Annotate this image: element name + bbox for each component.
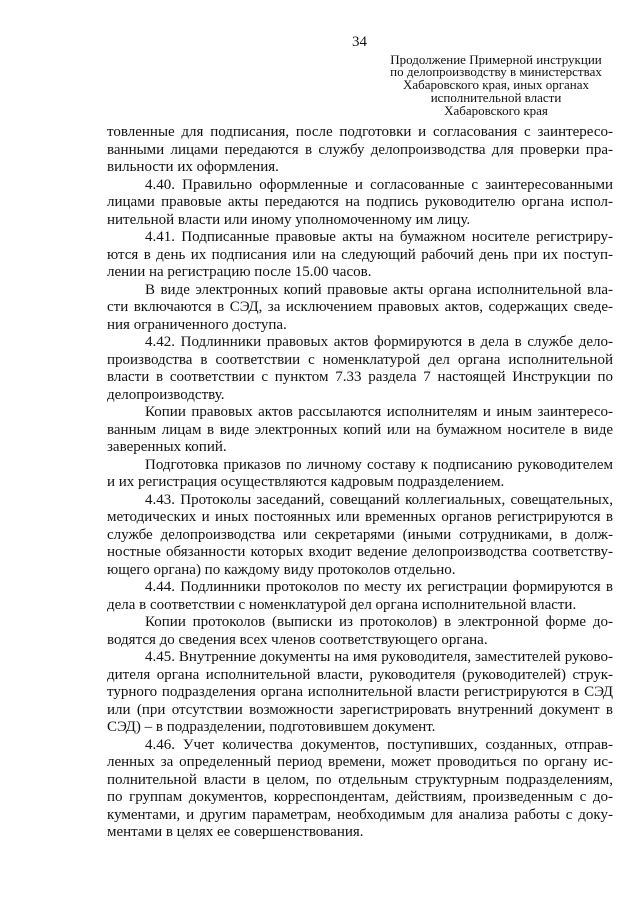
paragraph-4-45 (107, 649, 613, 737)
header-line: исполнительной власти (430, 90, 562, 106)
text-line: Копии протоколов (выписки из протоколов) в электронной форме до- (145, 614, 613, 631)
header-line: Хабаровского края, иных органах (402, 77, 590, 93)
text-line: ванным лицам в виде электронных копий или на бумажном носителе в виде (107, 421, 613, 438)
text-line: власти в соответствии с пунктом 7.33 раздела 7 настоящей Инструкции по (107, 369, 613, 386)
text-line: В виде электронных копий правовые акты органа исполнительной вла- (145, 281, 613, 298)
text-line: нительной власти или иному уполномоченному им лицу. (107, 211, 471, 228)
paragraph-4-40 (107, 177, 613, 230)
text-line: 4.41. Подписанные правовые акты на бумажном носителе регистриру- (145, 229, 613, 246)
paragraph-protocol-copies (107, 614, 613, 649)
text-line: ванными лицами передаются в службу делопроизводства для проверки пра- (107, 141, 613, 158)
text-line: сти включаются в СЭД, за исключением правовых актов, содержащих сведе- (107, 299, 613, 316)
running-header (380, 51, 612, 119)
text-line: ющего органа) по каждому виду протоколов отдельно. (107, 561, 456, 578)
text-line: полнительной власти в целом, по отдельным структурным подразделениям, (107, 771, 613, 788)
paragraph-electronic-copies (107, 282, 613, 335)
text-line: дела в соответствии с номенклатурой дел органа исполнительной власти. (107, 596, 577, 613)
text-line: лицами правовые акты передаются на подпись руководителю органа испол- (107, 194, 613, 211)
text-line: 4.45. Внутренние документы на имя руководителя, заместителей руково- (145, 649, 613, 666)
text-line: заверенных копий. (107, 439, 227, 456)
text-line: ются в день их подписания или на следующий рабочий день при их поступ- (107, 246, 613, 263)
paragraph-4-46 (107, 737, 613, 842)
text-line: по группам документов, корреспондентам, действиям, произведенным с до- (107, 789, 613, 806)
paragraph-4-42 (107, 334, 613, 404)
text-line: Копии правовых актов рассылаются исполнителям и иным заинтересо- (145, 404, 613, 421)
text-line: 4.46. Учет количества документов, поступивших, созданных, отправ- (145, 736, 613, 753)
text-line: товленные для подписания, после подготовки и согласования с заинтересо- (107, 124, 613, 141)
text-line: СЭД) – в подразделении, подготовившем документ. (107, 719, 436, 736)
paragraph-personnel-orders (107, 457, 613, 492)
text-line: 4.42. Подлинники правовых актов формируются в дела в службе дело- (145, 334, 613, 351)
text-line: турного подразделения органа исполнительной власти регистрируются в СЭД (107, 684, 613, 701)
text-line: службе делопроизводства или секретарями (иными сотрудниками, в долж- (107, 526, 613, 543)
paragraph-4-41 (107, 229, 613, 282)
text-line: ния ограниченного доступа. (107, 316, 287, 333)
header-line: Хабаровского края (444, 103, 548, 119)
text-line: 4.40. Правильно оформленные и согласованные с заинтересованными (145, 176, 613, 193)
paragraph-4-44 (107, 579, 613, 614)
text-line: 4.43. Протоколы заседаний, совещаний коллегиальных, совещательных, (145, 491, 613, 508)
text-line: 4.44. Подлинники протоколов по месту их регистрации формируются в (145, 579, 613, 596)
text-line: Подготовка приказов по личному составу к подписанию руководителем (145, 456, 613, 473)
text-line: водятся до сведения всех членов соответствующего органа. (107, 631, 488, 648)
text-line: лении на регистрацию после 15.00 часов. (107, 264, 372, 281)
page-number: 34 (352, 34, 367, 50)
text-line: методических и иных постоянных или временных органов регистрируются в (107, 509, 613, 526)
text-line: ностные обязанности которых входит ведение делопроизводства соответству- (107, 544, 613, 561)
text-line: или (при отсутствии возможности зарегистрировать внутренний документ в (107, 701, 613, 718)
text-line: ментами в целях ее совершенствования. (107, 824, 364, 841)
text-line: производства в соответствии с номенклатурой дел органа исполнительной (107, 351, 613, 368)
header-line: по делопроизводству в министерствах (390, 64, 602, 80)
text-line: ленных за определенный период времени, может проводиться по органу ис- (107, 754, 613, 771)
header-line: Продолжение Примерной инструкции (390, 51, 602, 67)
text-line: вильности их оформления. (107, 159, 279, 176)
text-line: и их регистрация осуществляются кадровым подразделением. (107, 474, 505, 491)
text-line: дителя органа исполнительной власти, руководителя (руководителей) струк- (107, 666, 613, 683)
body-text (107, 124, 613, 842)
paragraph-4-43 (107, 492, 613, 580)
text-line: кументами, и другим параметрам, необходимым для анализа работы с доку- (107, 806, 613, 823)
paragraph-copies-of-acts (107, 404, 613, 457)
text-line: делопроизводству. (107, 386, 225, 403)
paragraph-continued (107, 124, 613, 177)
